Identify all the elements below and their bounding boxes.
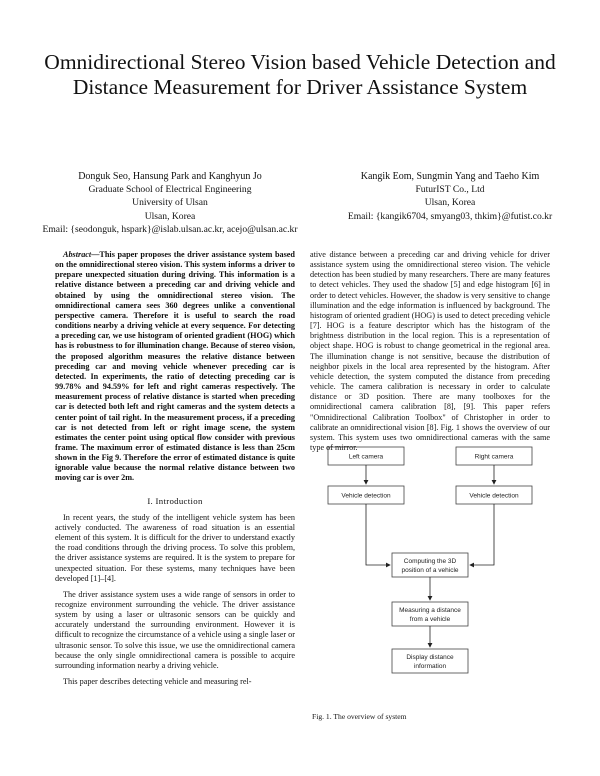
abstract-text: —This paper proposes the driver assistance system based on the omnidirectional stereo vision. This system informs a driver to prepare unexpected situation during driving. This information is a relative distance between a preceding car and driving vehicle and obtained by using the omnidirectional stereo vision. The omnidirectional camera sees 360 degrees unlike a conventional perspective camera. Therefore it is useful to search the road conditions nearby a driving vehicle at every sequence. For detecting a preceding car, we use histogram of oriented gradient (HOG) which has is robustness to for illumination change. Because of stereo vision, the proposed algorithm measures the relative distance between preceding car and moving vehicle whenever preceding car is detected. In experiments, the ratio of detecting preceding car is 99.78% and 94.59% for left and right cameras respectively. The measurement process of relative distance is started when preceding car is detected both left and right cameras and the system detects a center point of tail right. In the measurement process, if a preceding car is not detected from left or right image scene, the system estimates the center point using optical flow consider with previous frame. The maximum error of estimated distance is less than 25cm shown in the Fig 9. Therefore the error of estimated distance is quite ignorable value because the normal relative distance between two moving car is over 2m. (55, 250, 295, 483)
display-distance-label-2: information (413, 663, 447, 670)
author-affiliation-left-1: Graduate School of Electrical Engineering (88, 184, 252, 196)
right-column-text: ative distance between a preceding car and driving vehicle for driver assistance system using the omnidirectional stereo vision. The vehicle detection has been studied by many researchers. There are many features to detect vehicles. They used the shadow [5] and edge histogram [6] in order to detect vehicles. However, the shadow is very sensitive to change illumination and the edge information is influenced by background. The histogram of oriented gradient (HOG) is used to detect preceding vehicle [7]. HOG is a feature descriptor which has the histogram of the brightness distribution in the local region. This is a representation of object shape. HOG is robust to change geometrical in the regional area. The illumination change is not sensitive, because the distribution of neighbor pixels in the local area represented by the histogram. After vehicle detection, the system computed the distance from preceding vehicle. The camera calibration is necessary in order to calculate distance or 3D position. There are many toolboxes for the omnidirectional camera calibration [8], [9]. This paper refers "Omnidirectional Calibration Toolbox" of Christopher in order to calibrate an omnidirectional vision [8]. Fig. 1 shows the overview of our system. This system uses two omnidirectional cameras with the same type of mirror. (310, 250, 550, 452)
author-names-right: Kangik Eom, Sungmin Yang and Taeho Kim (360, 171, 540, 182)
author-block-right (300, 170, 600, 223)
author-email-right: Email: {kangik6704, smyang03, thkim}@futist.co.kr (347, 210, 553, 222)
measure-distance-label-2: from a vehicle (409, 616, 451, 623)
intro-paragraph-2: The driver assistance system uses a wide range of sensors in order to recognize environment surrounding the vehicle. The driver assistance system by using a laser or ultrasonic sensors can be quickly and accurately understand the surrounding environment. However it is difficult to recognize the circumstance of a vehicle using a single laser or ultrasonic sensor. To solve this issue, we use the omnidirectional camera because the only single omnidirectional camera is possible to acquire surrounding information nearby a driving vehicle. (55, 589, 295, 670)
author-affiliation-left-2: University of Ulsan (132, 197, 208, 209)
display-distance-label-1: Display distance (406, 654, 454, 661)
right-camera-label: Right camera (474, 453, 514, 461)
arrow-right-detection-to-compute (470, 504, 494, 565)
compute-3d-position-label-1: Computing the 3D (403, 558, 457, 565)
figure-caption: Fig. 1. The overview of system (312, 712, 407, 721)
author-location-left: Ulsan, Korea (144, 210, 196, 222)
author-affiliation-right-1: FuturIST Co., Ltd (415, 184, 485, 196)
compute-3d-position-label-2: position of a vehicle (401, 567, 459, 574)
author-location-right: Ulsan, Korea (424, 197, 476, 209)
intro-paragraph-1: In recent years, the study of the intelligent vehicle system has been actively conducted. The awareness of road situation is an essential element of this system. It is difficult for the driver to understand exactly the road conditions through the driving process. To solve this problem, the driver assistance systems are required. It is the system to prepare for unexpected situation. For these systems, many techniques have been developed [1]–[4]. (55, 512, 295, 583)
author-email-left: Email: {seodonguk, hspark}@islab.ulsan.ac.kr, acejo@ulsan.ac.kr (42, 223, 298, 235)
left-column (55, 250, 295, 693)
system-overview-diagram (310, 441, 550, 716)
right-column (310, 250, 550, 453)
abstract (55, 250, 295, 484)
arrow-left-detection-to-compute (366, 504, 390, 565)
left-vehicle-detection-label: Vehicle detection (341, 492, 391, 500)
abstract-heading: Abstract (63, 250, 92, 259)
author-block-left (20, 170, 320, 236)
measure-distance-label-1: Measuring a distance (399, 607, 461, 614)
right-vehicle-detection-label: Vehicle detection (469, 492, 519, 500)
left-camera-label: Left camera (348, 453, 384, 461)
intro-paragraph-3: This paper describes detecting vehicle and measuring rel- (63, 677, 252, 687)
paper-title: Omnidirectional Stereo Vision based Vehicle Detection and Distance Measurement for Driver Assistance System (44, 50, 556, 99)
section-heading-introduction: I. Introduction (147, 495, 203, 506)
author-names-left: Donguk Seo, Hansung Park and Kanghyun Jo (78, 171, 262, 182)
